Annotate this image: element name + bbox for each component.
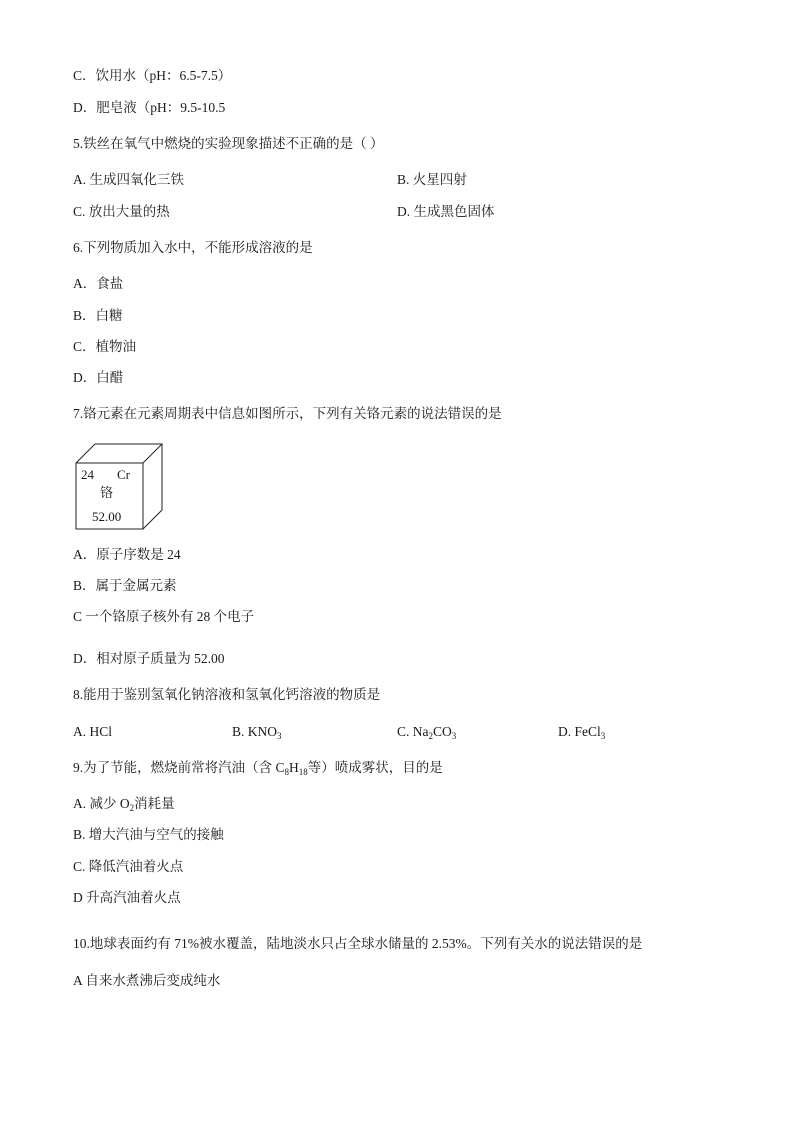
element-name: 铬 — [100, 485, 114, 500]
q6-option-b: B．白糖 — [73, 308, 123, 323]
element-atomic-number: 24 — [81, 467, 94, 482]
q10-stem: 10.地球表面约有 71%被水覆盖，陆地淡水只占全球水储量的 2.53%。下列有关水的说法错误的是 — [73, 936, 643, 951]
q6-option-d: D．白醋 — [73, 370, 124, 385]
q8-option-c: C. $Na_2CO_3$ — [397, 724, 457, 741]
q9-stem: 9.为了节能，燃烧前常将汽油（含 $C_8H_{18}$等）喷成雾状，目的是 — [73, 760, 443, 777]
q7-option-d: D．相对原子质量为 52.00 — [73, 651, 225, 666]
element-atomic-mass: 52.00 — [92, 509, 122, 524]
q5-option-c: C. 放出大量的热 — [73, 204, 170, 219]
q4-option-d: D．肥皂液（pH：9.5-10.5 — [73, 100, 226, 115]
periodic-element-cube — [75, 443, 165, 533]
q9-option-c: C. 降低汽油着火点 — [73, 859, 184, 874]
q5-option-b: B. 火星四射 — [397, 172, 467, 187]
q6-option-c: C．植物油 — [73, 339, 137, 354]
q8-option-b: B. $KNO_3$ — [232, 724, 282, 741]
q7-stem: 7.铬元素在元素周期表中信息如图所示，下列有关铬元素的说法错误的是 — [73, 406, 502, 421]
q4-option-c: C．饮用水（pH：6.5-7.5） — [73, 68, 232, 83]
q5-option-d: D. 生成黑色固体 — [397, 204, 495, 219]
q7-option-b: B．属于金属元素 — [73, 578, 177, 593]
q10-option-a: A 自来水煮沸后变成纯水 — [73, 973, 221, 988]
q6-option-a: A．食盐 — [73, 276, 124, 291]
q9-option-d: D 升高汽油着火点 — [73, 890, 181, 905]
q5-option-a: A. 生成四氧化三铁 — [73, 172, 184, 187]
q7-option-c: C 一个铬原子核外有 28 个电子 — [73, 609, 255, 624]
q5-stem: 5.铁丝在氧气中燃烧的实验现象描述不正确的是（ ） — [73, 136, 384, 151]
q8-option-a: A. HCl — [73, 724, 113, 739]
q6-stem: 6.下列物质加入水中，不能形成溶液的是 — [73, 240, 313, 255]
q7-option-a: A．原子序数是 24 — [73, 547, 181, 562]
element-symbol: Cr — [117, 467, 130, 482]
q9-option-a: A. 减少 $O_2$消耗量 — [73, 796, 175, 813]
q9-option-b: B. 增大汽油与空气的接触 — [73, 827, 224, 842]
q8-stem: 8.能用于鉴别氢氧化钠溶液和氢氧化钙溶液的物质是 — [73, 687, 381, 702]
q8-option-d: D. FeCl$_3$ — [558, 724, 606, 741]
